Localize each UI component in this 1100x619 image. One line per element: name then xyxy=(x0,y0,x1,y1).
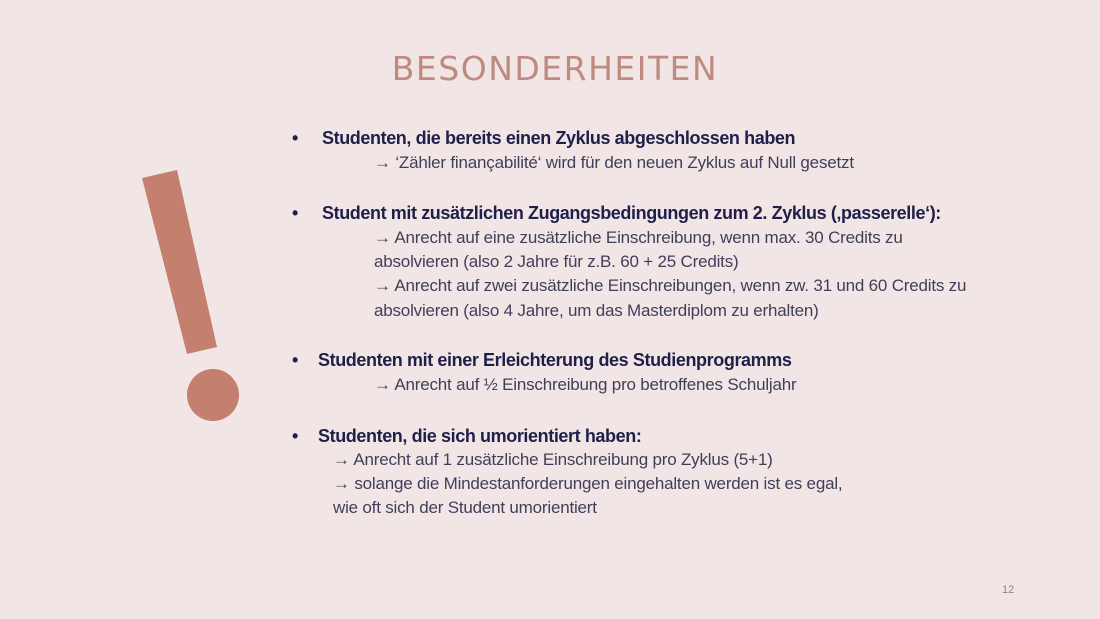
bullet-icon: • xyxy=(292,128,298,148)
bullet-icon: • xyxy=(292,426,298,446)
sub-line: → Anrecht auf 1 zusätzliche Einschreibung pro Zyklus (5+1) xyxy=(333,450,773,469)
bullet-heading-reoriented: • Studenten, die sich umorientiert haben: xyxy=(292,426,642,446)
bullet-icon: • xyxy=(292,350,298,370)
slide-title: BESONDERHEITEN xyxy=(391,49,719,88)
sub-line: → Anrecht auf ½ Einschreibung pro betroffenes Schuljahr xyxy=(374,375,797,394)
sub-line: → solange die Mindestanforderungen eingehalten werden ist es egal, xyxy=(333,474,843,493)
sub-line: → Anrecht auf zwei zusätzliche Einschreibungen, wenn zw. 31 und 60 Credits zu xyxy=(374,276,967,295)
sub-line: absolvieren (also 4 Jahre, um das Masterdiplom zu erhalten) xyxy=(374,301,819,320)
sub-line: absolvieren (also 2 Jahre für z.B. 60 + 25 Credits) xyxy=(374,252,739,271)
bullet-heading-passerelle: • Student mit zusätzlichen Zugangsbedingungen zum 2. Zyklus (‚passerelle‘): xyxy=(292,203,941,223)
page-number: 12 xyxy=(1002,584,1015,596)
bullet-heading-completed-cycle: • Studenten, die bereits einen Zyklus abgeschlossen haben xyxy=(292,128,796,148)
bullet-icon: • xyxy=(292,203,298,223)
sub-line: wie oft sich der Student umorientiert xyxy=(333,498,597,517)
sub-line: → Anrecht auf eine zusätzliche Einschreibung, wenn max. 30 Credits zu xyxy=(374,228,903,247)
sub-line: → ‘Zähler finançabilité‘ wird für den neuen Zyklus auf Null gesetzt xyxy=(374,153,854,172)
bullet-heading-relief: • Studenten mit einer Erleichterung des Studienprogramms xyxy=(292,350,792,370)
